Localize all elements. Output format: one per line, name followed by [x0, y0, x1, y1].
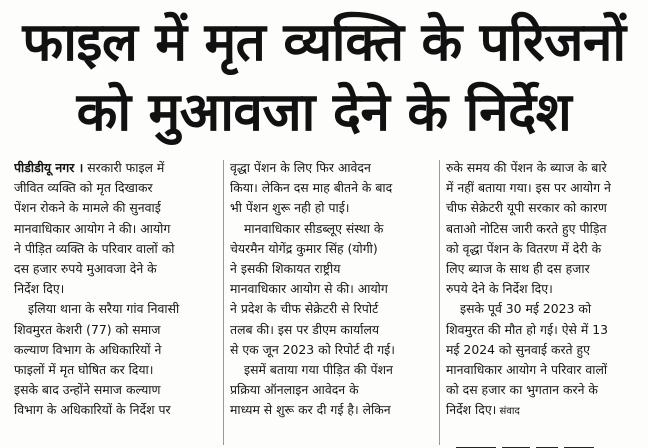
- line-text: सरकारी फाइल में: [83, 160, 165, 175]
- line-text: पेंशन रोकने के मामले की सुनवाई: [14, 200, 161, 216]
- line-text: कल्याण विभाग के अधिकारियों ने: [14, 341, 162, 357]
- article-line: [446, 219, 642, 239]
- line-text: से एक जून 2023 को रिपोर्ट दी गई।: [230, 341, 395, 357]
- article-line: [14, 178, 216, 198]
- article-line: [230, 299, 432, 319]
- line-text: जीवित व्यक्ति को मृत दिखाकर: [14, 180, 153, 196]
- column-divider: [439, 160, 440, 445]
- line-text: निर्देश दिए।: [14, 281, 65, 297]
- article-line: [14, 400, 216, 420]
- article-line: [446, 279, 642, 299]
- line-text: माध्यम से शुरू कर दी गई है। लेकिन: [230, 402, 391, 418]
- line-text: निर्देश दिए।: [446, 402, 497, 418]
- line-text: इसके बाद उन्होंने समाज कल्याण: [14, 382, 161, 398]
- line-text: मानवाधिकार आयोग ने परिवार वालों: [446, 361, 608, 377]
- line-text: ने पीड़ित व्यक्ति के परिवार वालों को: [14, 240, 175, 256]
- line-text: विभाग के अधिकारियों के निर्देश पर: [14, 402, 171, 418]
- line-text: मानवाधिकार सीडब्लूए संस्था के: [244, 220, 384, 236]
- line-text: बताओ नोटिस जारी करते हुए पीड़ित: [446, 220, 607, 236]
- article-line: [446, 320, 642, 340]
- article-line: [446, 158, 642, 178]
- line-text: इसमें बताया गया पीड़ित की पेंशन: [244, 361, 393, 377]
- column-divider: [223, 160, 224, 445]
- article-line: [14, 259, 216, 279]
- article-line: [14, 360, 216, 380]
- line-text: मानवाधिकार आयोग से की। आयोग: [230, 281, 388, 297]
- article-line: [230, 239, 432, 259]
- article-line: [14, 340, 216, 360]
- line-text: रुपये देने के निर्देश दिए।: [446, 281, 553, 297]
- article-line: [14, 320, 216, 340]
- article-column-1: [14, 158, 216, 420]
- line-text: शिवमुरत केशरी (77) को समाज: [14, 321, 161, 337]
- article-line: [14, 380, 216, 400]
- article-line: [14, 239, 216, 259]
- headline-line-1: फाइल में मृत व्यक्ति के परिजनों: [22, 12, 626, 73]
- line-text: रुके समय की पेंशन के ब्याज के बारे: [446, 160, 607, 175]
- article-line: [230, 158, 432, 178]
- line-text: चेयरमैन योगेंद्र कुमार सिंह (योगी): [230, 240, 378, 256]
- article-line: [446, 340, 642, 360]
- line-text: ने इसकी शिकायत राष्ट्रीय: [230, 260, 341, 276]
- line-text: मई 2024 को सुनवाई करते हुए: [446, 341, 590, 357]
- line-text: फाइलों में मृत घोषित कर दिया।: [14, 361, 154, 377]
- line-text: मानवाधिकार आयोग ने की। आयोग: [14, 220, 171, 236]
- article-line: [230, 340, 432, 360]
- article-line: [230, 320, 432, 340]
- article-line: [230, 380, 432, 400]
- byline-credit: संवाद: [496, 406, 520, 418]
- article-line: [446, 239, 642, 259]
- line-text: इसके पूर्व 30 मई 2023 को: [460, 301, 592, 317]
- line-text: लिए ब्याज के साथ ही दस हजार: [446, 260, 590, 276]
- line-text: इलिया थाना के सरैया गांव निवासी: [28, 301, 180, 317]
- line-text: तलब की। इस पर डीएम कार्यालय: [230, 321, 380, 337]
- article-line: [230, 400, 432, 420]
- line-text: दस हजार रुपये मुआवजा देने के: [14, 260, 157, 276]
- line-text: भी पेंशन शुरू नही हो पाई।: [230, 200, 350, 216]
- line-text: में नहीं बताया गया। इस पर आयोग ने: [446, 180, 611, 196]
- line-text: को वृद्धा पेंशन के वितरण में देरी के: [446, 240, 602, 256]
- article-line: [446, 198, 642, 218]
- article-line: [14, 279, 216, 299]
- line-text: वृद्धा पेंशन के लिए फिर आवेदन: [230, 160, 371, 175]
- article-line: [230, 178, 432, 198]
- article-line: [230, 279, 432, 299]
- article-line: [14, 158, 216, 178]
- article-line: [14, 219, 216, 239]
- article-line: [446, 178, 642, 198]
- article-line: [230, 219, 432, 239]
- line-text: ने प्रदेश के चीफ सेक्रेटरी से रिपोर्ट: [230, 301, 379, 317]
- line-text: प्रक्रिया ऑनलाइन आवेदन के: [230, 382, 359, 398]
- article-line: [446, 380, 642, 400]
- article-column-2: [230, 158, 432, 420]
- article-line: [14, 299, 216, 319]
- article-line: [446, 360, 642, 380]
- dateline: पीडीडीयू नगर ।: [14, 160, 84, 175]
- article-line: [230, 259, 432, 279]
- line-text: को दस हजार का भुगतान करने के: [446, 382, 598, 398]
- article-column-3: [446, 158, 642, 420]
- article-line: [446, 299, 642, 319]
- article-line: [446, 400, 642, 420]
- article-line: [446, 259, 642, 279]
- article-line: [230, 360, 432, 380]
- line-text: किया। लेकिन दस माह बीतने के बाद: [230, 180, 393, 196]
- headline-line-2: को मुआवजा देने के निर्देश: [76, 82, 572, 143]
- line-text: चीफ सेक्रेटरी यूपी सरकार को कारण: [446, 200, 607, 216]
- article-line: [14, 198, 216, 218]
- line-text: शिवमुरत की मौत हो गई। ऐसे में 13: [446, 321, 608, 337]
- article-line: [230, 198, 432, 218]
